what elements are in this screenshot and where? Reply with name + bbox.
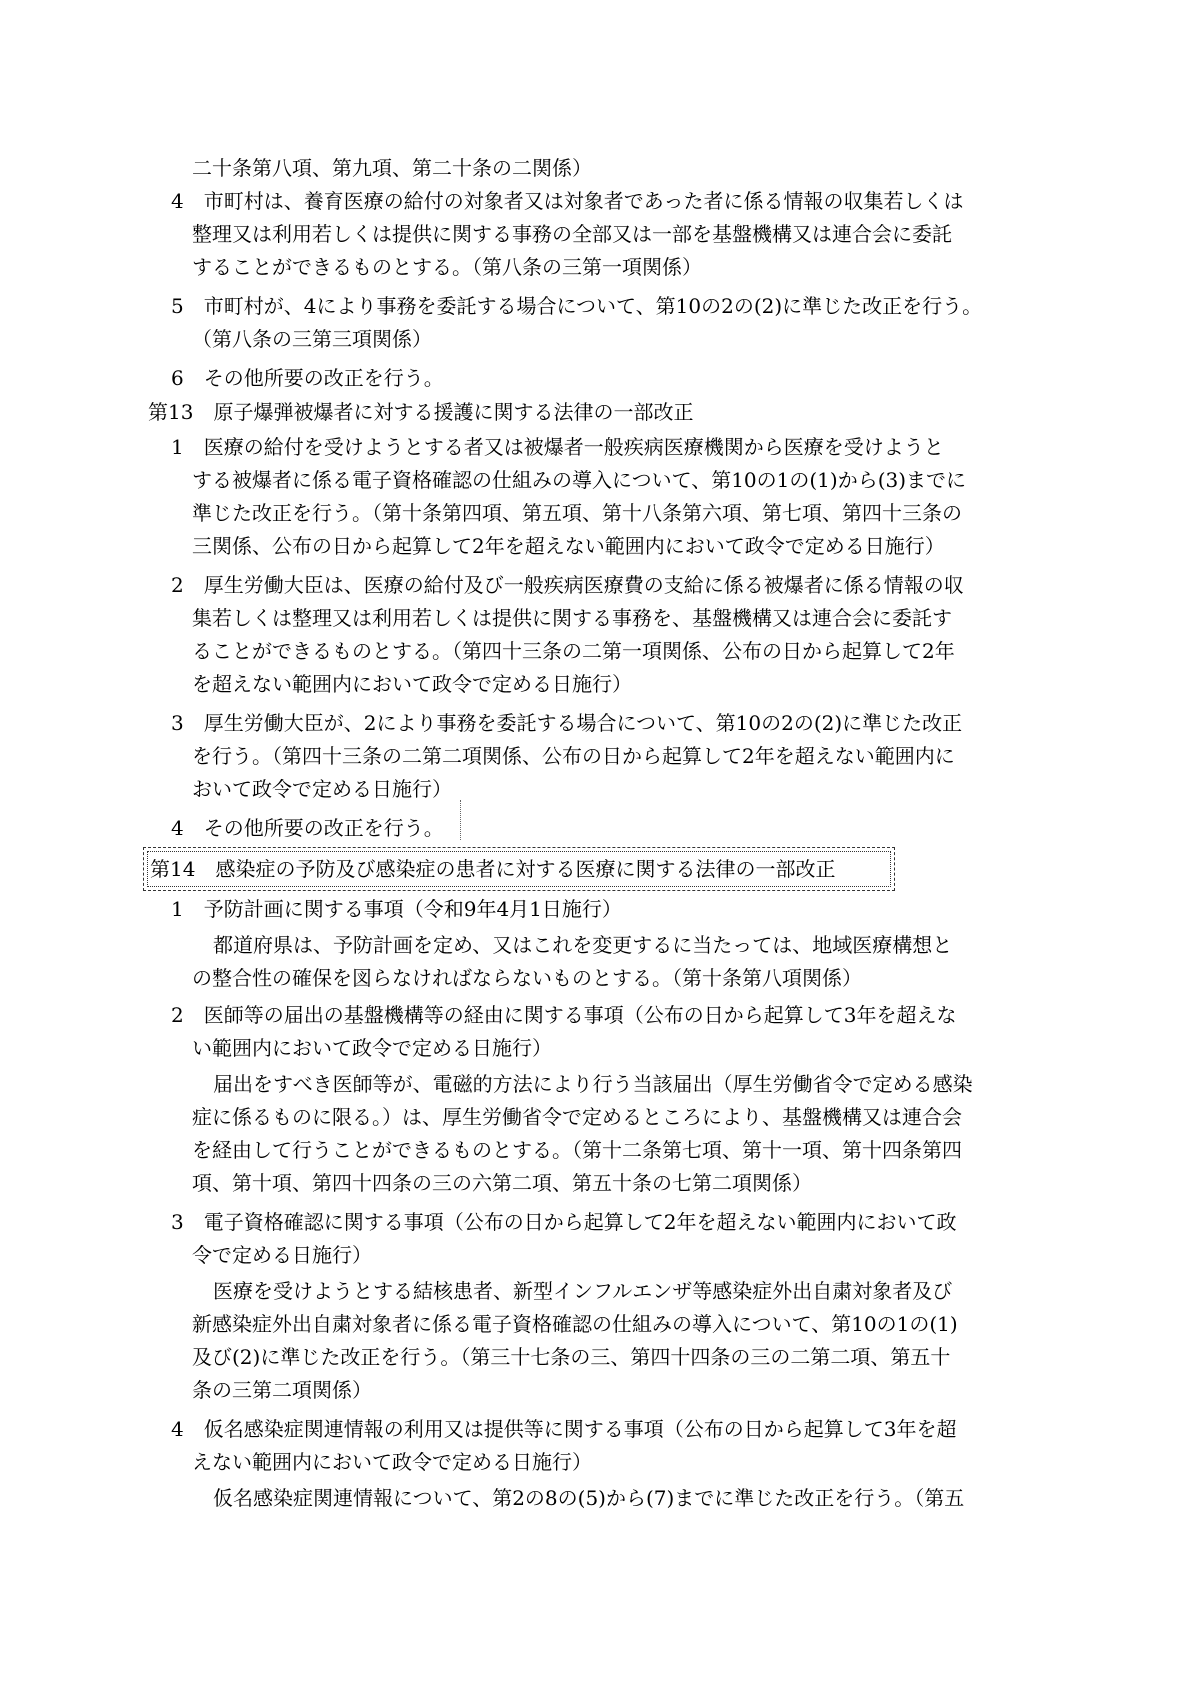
text-line: 5 市町村が、4により事務を委託する場合について、第10の2の(2)に準じた改正を行う。 [171,294,983,318]
text-line: 1 医療の給付を受けようとする者又は被爆者一般疾病医療機関から医療を受けようと [171,435,944,459]
text-line: 条の三第二項関係） [192,1378,372,1402]
text-line: 都道府県は、予防計画を定め、又はこれを変更するに当たっては、地域医療構想と [213,933,953,957]
text-line: （第八条の三第三項関係） [192,327,432,351]
text-line: おいて政令で定める日施行） [192,777,452,801]
text-line: 1 予防計画に関する事項（令和9年4月1日施行） [171,897,622,921]
text-line: の整合性の確保を図らなければならないものとする。（第十条第八項関係） [192,966,862,990]
text-line: 二十条第八項、第九項、第二十条の二関係） [192,156,592,180]
text-line: 届出をすべき医師等が、電磁的方法により行う当該届出（厚生労働省令で定める感染 [213,1072,973,1096]
text-line: 4 仮名感染症関連情報の利用又は提供等に関する事項（公布の日から起算して3年を超 [171,1417,957,1441]
text-line: を経由して行うことができるものとする。（第十二条第七項、第十一項、第十四条第四 [192,1138,962,1162]
text-line: 仮名感染症関連情報について、第2の8の(5)から(7)までに準じた改正を行う。（第五 [213,1486,965,1510]
section-heading-14: 第14 感染症の予防及び感染症の患者に対する医療に関する法律の一部改正 [150,857,836,881]
text-line: い範囲内において政令で定める日施行） [192,1036,552,1060]
text-line: することができるものとする。（第八条の三第一項関係） [192,255,702,279]
text-line: 2 厚生労働大臣は、医療の給付及び一般疾病医療費の支給に係る被爆者に係る情報の収 [171,573,964,597]
text-line: 令で定める日施行） [192,1243,372,1267]
text-line: 3 厚生労働大臣が、2により事務を委託する場合について、第10の2の(2)に準じた改正 [171,711,963,735]
text-line: 項、第十項、第四十四条の三の六第二項、第五十条の七第二項関係） [192,1171,812,1195]
text-line: えない範囲内において政令で定める日施行） [192,1450,592,1474]
text-line: する被爆者に係る電子資格確認の仕組みの導入について、第10の1の(1)から(3)までに [192,468,967,492]
text-line: 準じた改正を行う。（第十条第四項、第五項、第十八条第六項、第七項、第四十三条の [192,501,962,525]
text-line: 三関係、公布の日から起算して2年を超えない範囲内において政令で定める日施行） [192,534,945,558]
text-line: 4 市町村は、養育医療の給付の対象者又は対象者であった者に係る情報の収集若しくは [171,189,964,213]
margin-dotted-mark [460,800,465,840]
text-line: 医療を受けようとする結核患者、新型インフルエンザ等感染症外出自粛対象者及び [213,1279,953,1303]
text-line: 2 医師等の届出の基盤機構等の経由に関する事項（公布の日から起算して3年を超えな [171,1003,957,1027]
text-line: 及び(2)に準じた改正を行う。（第三十七条の三、第四十四条の三の二第二項、第五十 [192,1345,951,1369]
text-line: 集若しくは整理又は利用若しくは提供に関する事務を、基盤機構又は連合会に委託す [192,606,952,630]
section-heading-13: 第13 原子爆弾被爆者に対する援護に関する法律の一部改正 [148,400,694,424]
text-line: 6 その他所要の改正を行う。 [171,366,444,390]
text-line: 3 電子資格確認に関する事項（公布の日から起算して2年を超えない範囲内において政 [171,1210,957,1234]
text-line: ることができるものとする。（第四十三条の二第一項関係、公布の日から起算して2年 [192,639,955,663]
text-line: 症に係るものに限る。）は、厚生労働省令で定めるところにより、基盤機構又は連合会 [192,1105,962,1129]
text-line: 新感染症外出自粛対象者に係る電子資格確認の仕組みの導入について、第10の1の(1) [192,1312,958,1336]
text-line: 整理又は利用若しくは提供に関する事務の全部又は一部を基盤機構又は連合会に委託 [192,222,952,246]
text-line: を行う。（第四十三条の二第二項関係、公布の日から起算して2年を超えない範囲内に [192,744,955,768]
text-line: を超えない範囲内において政令で定める日施行） [192,672,632,696]
text-line: 4 その他所要の改正を行う。 [171,816,444,840]
